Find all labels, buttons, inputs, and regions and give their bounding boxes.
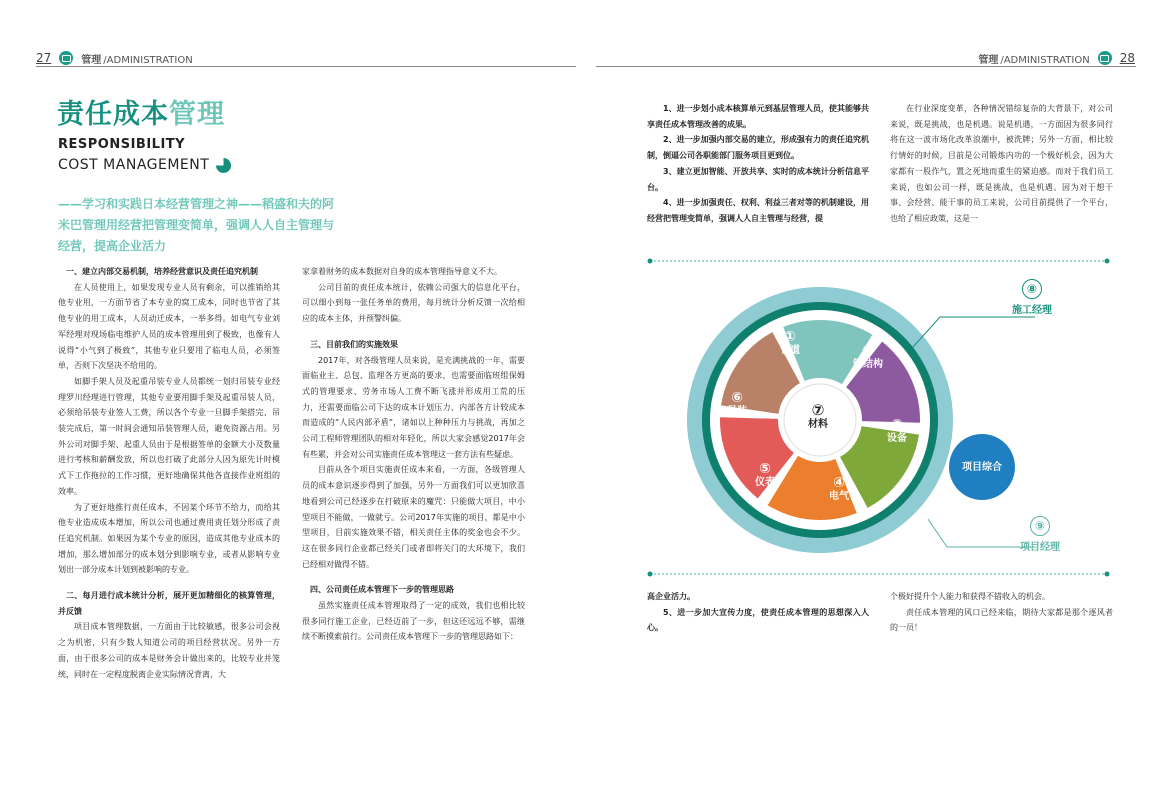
admin-logo-icon bbox=[59, 51, 73, 65]
segment-3-num: ③ bbox=[891, 417, 903, 433]
section-heading: 三、目前我们的实施效果 bbox=[310, 339, 398, 349]
segment-label-1 bbox=[773, 329, 807, 357]
segment-label-6 bbox=[717, 390, 757, 418]
title-en-line2: COST MANAGEMENT bbox=[58, 157, 210, 173]
text-column-5 bbox=[647, 589, 869, 636]
paragraph: 项目成本管理数据，一方面由于比较敏感，很多公司会视之为机密，只有少数人知道公司的项目经营状况。另外一方面，由于很多公司的成本是财务会计做出来的，比较专业并笼统，同时在一定程度脱离企业实际情况背离，大 bbox=[58, 622, 280, 679]
text-column-4 bbox=[890, 101, 1113, 227]
paragraph: 虽然实施责任成本管理取得了一定的成效，我们也相比较很多同行施工企业，已经迈前了一步，但这还远远不够，需继续不断摸索前行。公司责任成本管理下一步的管理思路如下： bbox=[302, 601, 525, 642]
page-title bbox=[57, 98, 225, 132]
label-9-text: 项目经理 bbox=[1020, 542, 1060, 553]
header-rule-right bbox=[596, 66, 1136, 67]
segment-5-num: ⑤ bbox=[759, 461, 771, 477]
title-en-line1: RESPONSIBILITY bbox=[58, 137, 186, 152]
project-manager-label bbox=[1005, 515, 1075, 553]
center-text: 材料 bbox=[808, 418, 828, 430]
paragraph: 如脚手架人员及起重吊装专业人员都统一划归吊装专业经理罗川经理进行管理，其他专业要用脚手架及起重吊装人员，必须给吊装专业签人工费，所以各个专业一旦脚手架搭完、吊装完成后，第一时间会通知吊装管理人员，避免资源占用。另外公司对脚手架、起重人员由于是根据签单的金额大小及数量进行考核和薪酬发放，所以也打破了此部分人因为原先计时模式下工作拖拉的工作习惯，更好地确保其他各直接作业班组的效率。 bbox=[58, 376, 280, 496]
segment-5-text: 仪表 bbox=[755, 477, 775, 489]
top-line-dot-left bbox=[648, 259, 653, 264]
right-page-number: 28 bbox=[1119, 51, 1135, 65]
section-en: /ADMINISTRATION bbox=[1000, 54, 1090, 66]
label-9-num: ⑨ bbox=[1030, 516, 1050, 536]
segment-label-2 bbox=[845, 343, 891, 371]
segment-6-text: 吊装 bbox=[727, 406, 747, 418]
segment-6-num: ⑥ bbox=[731, 390, 743, 406]
segment-label-3 bbox=[877, 417, 917, 445]
paragraph: 1、进一步划小成本核算单元到基层管理人员，使其能够共享责任成本管理改善的成果。 bbox=[647, 104, 869, 129]
section-en: /ADMINISTRATION bbox=[103, 54, 193, 66]
construction-manager-label bbox=[997, 278, 1067, 316]
paragraph: 在人员使用上，如果发现专业人员有剩余，可以推销给其他专业用，一方面节省了本专业的窝工成本，同时也节省了其他专业的用工成本，人员动迁成本，一举多得。如电气专业刘军经理对现场临电维护人员的成本管理用到了极致，也像有人说得“小气到了极致”，其他专业只要用了临电人员，必须签单，否则下次坚决不给用的。 bbox=[58, 282, 280, 371]
label-8-num: ⑧ bbox=[1022, 279, 1042, 299]
paragraph: 为了更好地推行责任成本，不因某个环节不给力，而给其他专业造成成本增加，所以公司也通过费用责任划分形成了责任追究机制。如果因为某个专业的原因，造成其他专业成本的增加，那么增加部分的成本划分到影响专业，或者从影响专业划出一部分成本计划到被影响的专业。 bbox=[58, 502, 280, 575]
segment-label-4 bbox=[819, 475, 859, 503]
paragraph: 目前从各个项目实施责任成本来看，一方面，各级管理人员的成本意识逐步得到了加强，另外一方面我们可以更加欣喜地看到公司已经逐步在打破原来的魔咒：只能做大项目，中小型项目不能做，一做就亏。公司2017年实施的项目，都是中小型项目，目前实施效果不错，相关责任主体的奖金也会不少。这在很多同行企业都已经关门或者即将关门的大环境下，我们已经相对做得不错。 bbox=[302, 465, 525, 569]
center-num: ⑦ bbox=[811, 401, 825, 419]
top-line-dot-right bbox=[1105, 259, 1110, 264]
paragraph: 高企业活力。 bbox=[647, 592, 695, 601]
bottom-line-dot-left bbox=[648, 572, 653, 577]
paragraph: 5、进一步加大宣传力度，使责任成本管理的思想深入人心。 bbox=[647, 607, 869, 633]
segment-2-text: 钢结构 bbox=[853, 359, 883, 371]
paragraph: 责任成本管理的风口已经来临，期待大家都是那个逐风者的一员！ bbox=[890, 607, 1113, 633]
segment-2-num: ② bbox=[862, 343, 874, 359]
segment-1-num: ① bbox=[784, 329, 796, 345]
section-heading: 四、公司责任成本管理下一步的管理思路 bbox=[310, 585, 454, 595]
right-page-header bbox=[978, 50, 1135, 66]
left-page-number: 27 bbox=[36, 51, 52, 65]
section-heading: 一、建立内部交易机制，培养经营意识及责任追究机制 bbox=[66, 267, 258, 276]
paragraph: 4、进一步加强责任、权利、利益三者对等的机制建设，用经营把管理变简单，强调人人自主管理与经营，提 bbox=[647, 198, 869, 223]
title-part1: 责任成本 bbox=[57, 99, 169, 130]
text-column-2 bbox=[302, 264, 525, 645]
subtitle: ——学习和实践日本经营管理之神——稻盛和夫的阿米巴管理用经营把管理变简单，强调人人自主管理与经营，提高企业活力 bbox=[58, 197, 335, 253]
paragraph: 个极好提升个人能力和获得不错收入的机会。 bbox=[890, 592, 1050, 601]
segment-label-5 bbox=[745, 461, 785, 489]
section-cn: 管理 bbox=[81, 54, 102, 66]
title-part2: 管理 bbox=[169, 99, 225, 130]
paragraph: 2、进一步加强内部交易的建立，形成强有力的责任追究机制，倒逼公司各职能部门服务项目更到位。 bbox=[647, 135, 869, 161]
responsibility-diagram bbox=[645, 255, 1115, 580]
title-en-line2-row bbox=[58, 157, 231, 173]
pie-chart-icon bbox=[216, 158, 231, 173]
segment-3-text: 设备 bbox=[887, 433, 907, 445]
label-8-text: 施工经理 bbox=[1012, 305, 1052, 316]
paragraph: 在行业深度变革，各种情况错综复杂的大背景下，对公司来说，既是挑战，也是机遇。说是机遇，一方面因为很多同行将在这一波市场化改革浪潮中，被洗牌；另外一方面，相比较行情好的时候，目前是公司锻炼内功的一个极好机会，因为大家都有一股作气，置之死地而重生的紧迫感。而对于我们员工来说，也如公司一样，既是挑战，也是机遇。因为对于想干事、会经营、能干事的员工来说，公司目前提供了一个平台，也给了相应政策，这是一 bbox=[890, 104, 1113, 223]
text-column-3 bbox=[647, 101, 869, 227]
callout-line-top bbox=[913, 317, 1035, 347]
text-column-6 bbox=[890, 589, 1113, 636]
text-column-1 bbox=[58, 264, 280, 682]
header-rule-left bbox=[36, 66, 576, 67]
section-cn: 管理 bbox=[978, 54, 999, 66]
center-label bbox=[800, 402, 836, 430]
segment-4-num: ④ bbox=[833, 475, 845, 491]
segment-4-text: 电气 bbox=[829, 491, 849, 503]
paragraph: 公司目前的责任成本统计，依赖公司强大的信息化平台，可以细小到每一张任务单的费用，每月统计分析反馈一次给相应的成本主体，并预警纠偏。 bbox=[302, 282, 525, 324]
segment-1-text: 管道 bbox=[780, 345, 800, 357]
paragraph: 2017年，对各级管理人员来说，是充满挑战的一年，需要面临业主、总包、监理各方更高的要求，也需要面临班组保姆式的管理要求、劳务市场人工费不断飞涨并形成用工荒的压力，还需要面临公司下达的成本计划压力、内部各方计较成本而造成的“人民内部矛盾”，诸如以上种种压力与挑战，再加之公司工程师管理团队的相对年轻化，所以大家会感觉2017年会有些累，并会对公司实施责任成本管理这一套方法有些疑虑。 bbox=[302, 355, 525, 459]
paragraph: 3、建立更加智能、开放共享、实时的成本统计分析信息平台。 bbox=[647, 166, 869, 192]
paragraph: 家拿着财务的成本数据对自身的成本管理指导意义不大。 bbox=[302, 267, 502, 276]
admin-logo-icon bbox=[1098, 51, 1112, 65]
section-heading: 二、每月进行成本统计分析，展开更加精细化的核算管理，并反馈 bbox=[58, 591, 280, 616]
left-page-header bbox=[36, 50, 193, 66]
project-integrated-label: 项目综合 bbox=[962, 462, 1002, 473]
bottom-line-dot-right bbox=[1105, 572, 1110, 577]
